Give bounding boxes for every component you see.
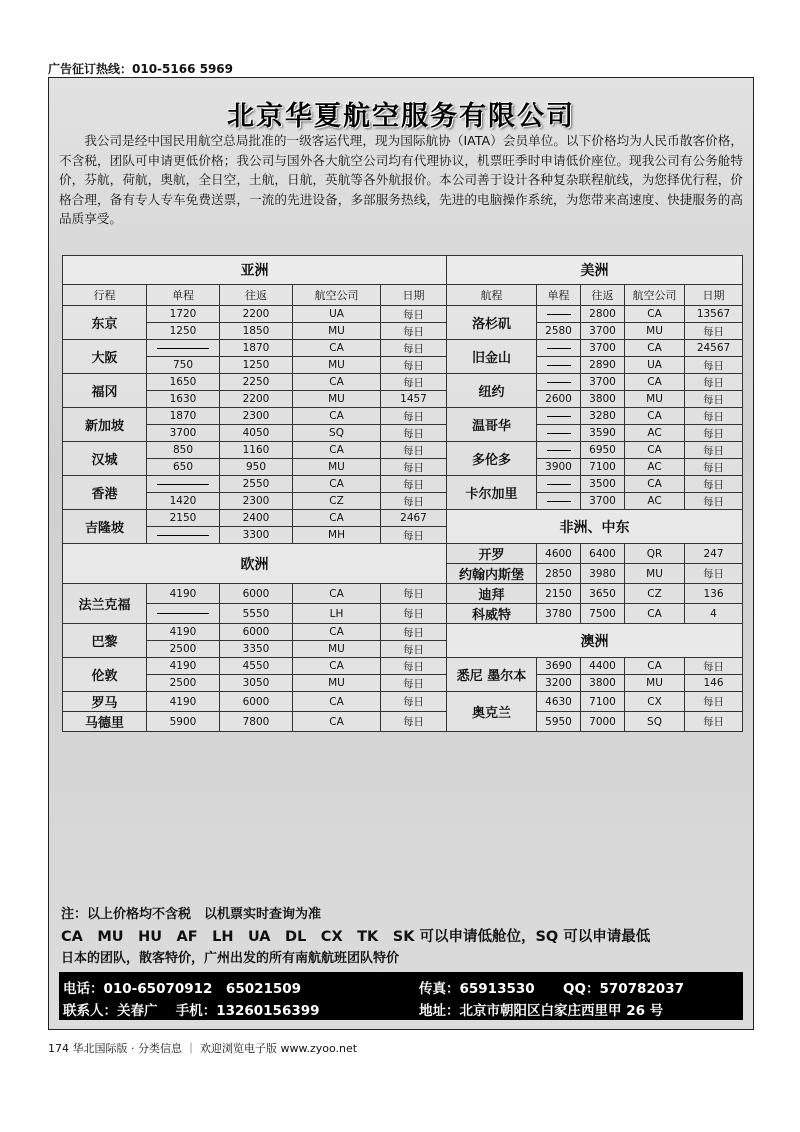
price-cell: 3050 bbox=[220, 675, 293, 692]
price-cell: 1630 bbox=[147, 391, 220, 408]
price-cell: 每日 bbox=[381, 306, 447, 323]
price-cell bbox=[537, 476, 581, 493]
price-cell: CA bbox=[625, 306, 685, 323]
city-name: 科威特 bbox=[447, 604, 537, 624]
price-cell: 每日 bbox=[685, 408, 743, 425]
table-row bbox=[63, 374, 743, 391]
price-cell: 每日 bbox=[685, 323, 743, 340]
table-row bbox=[63, 340, 743, 357]
price-cell: 3690 bbox=[537, 658, 581, 675]
table-row bbox=[63, 584, 743, 604]
price-cell: 4550 bbox=[220, 658, 293, 675]
price-cell: 7000 bbox=[581, 712, 625, 732]
price-cell: 2890 bbox=[581, 357, 625, 374]
price-cell: 每日 bbox=[685, 459, 743, 476]
table-row bbox=[63, 442, 743, 459]
table-row bbox=[63, 712, 743, 732]
contact-person: 联系人：关春广 手机：13260156399 bbox=[63, 1003, 320, 1019]
price-cell: MU bbox=[293, 675, 381, 692]
column-header: 行程 bbox=[63, 285, 147, 306]
price-cell: 146 bbox=[685, 675, 743, 692]
note-specials: 日本的团队，散客特价，广州出发的所有南航航班团队特价 bbox=[61, 951, 400, 966]
price-cell: UA bbox=[293, 306, 381, 323]
dash-mark bbox=[157, 535, 209, 536]
table-row bbox=[63, 256, 743, 285]
price-cell: 每日 bbox=[381, 493, 447, 510]
price-cell: CA bbox=[293, 584, 381, 604]
price-cell: QR bbox=[625, 544, 685, 564]
price-cell: 5550 bbox=[220, 604, 293, 624]
dash-mark bbox=[157, 348, 209, 349]
price-cell: 每日 bbox=[685, 442, 743, 459]
city-name: 罗马 bbox=[63, 692, 147, 712]
price-cell: 每日 bbox=[381, 584, 447, 604]
price-cell: CA bbox=[293, 374, 381, 391]
price-cell: SQ bbox=[625, 712, 685, 732]
table-row bbox=[63, 624, 743, 641]
price-cell: MU bbox=[293, 391, 381, 408]
price-cell: CA bbox=[293, 712, 381, 732]
price-cell: 6400 bbox=[581, 544, 625, 564]
price-cell: CA bbox=[625, 340, 685, 357]
city-name: 悉尼 墨尔本 bbox=[447, 658, 537, 692]
price-cell: 4630 bbox=[537, 692, 581, 712]
price-cell: CA bbox=[293, 692, 381, 712]
table-row bbox=[63, 285, 743, 306]
notes bbox=[61, 904, 650, 970]
note-tax: 注：以上价格均不含税 以机票实时查询为准 bbox=[61, 907, 322, 922]
price-cell: 1720 bbox=[147, 306, 220, 323]
price-cell: 每日 bbox=[685, 374, 743, 391]
price-cell: 3900 bbox=[537, 459, 581, 476]
price-cell: CA bbox=[293, 476, 381, 493]
dash-mark bbox=[157, 613, 209, 614]
price-cell: 1457 bbox=[381, 391, 447, 408]
price-cell: 每日 bbox=[685, 476, 743, 493]
table-row bbox=[63, 604, 743, 624]
price-cell: 每日 bbox=[381, 692, 447, 712]
price-cell: 1160 bbox=[220, 442, 293, 459]
column-header: 单程 bbox=[537, 285, 581, 306]
price-cell: 2400 bbox=[220, 510, 293, 527]
price-cell: 6000 bbox=[220, 584, 293, 604]
city-name: 洛杉矶 bbox=[447, 306, 537, 340]
price-cell: 3200 bbox=[537, 675, 581, 692]
city-name: 约翰内斯堡 bbox=[447, 564, 537, 584]
dash-mark bbox=[547, 501, 571, 502]
price-cell: 每日 bbox=[685, 391, 743, 408]
price-cell: 4190 bbox=[147, 624, 220, 641]
price-cell: 6000 bbox=[220, 692, 293, 712]
price-cell bbox=[537, 374, 581, 391]
price-cell bbox=[147, 340, 220, 357]
price-cell: CA bbox=[293, 624, 381, 641]
price-cell: 4050 bbox=[220, 425, 293, 442]
price-cell: 4190 bbox=[147, 658, 220, 675]
price-cell: 650 bbox=[147, 459, 220, 476]
price-cell: 2800 bbox=[581, 306, 625, 323]
price-cell: 3280 bbox=[581, 408, 625, 425]
price-cell: 7500 bbox=[581, 604, 625, 624]
price-cell: CA bbox=[625, 604, 685, 624]
price-cell: MU bbox=[293, 357, 381, 374]
price-cell: 3590 bbox=[581, 425, 625, 442]
price-cell: 247 bbox=[685, 544, 743, 564]
city-name: 新加坡 bbox=[63, 408, 147, 442]
price-cell: 每日 bbox=[381, 340, 447, 357]
table-row bbox=[63, 544, 743, 564]
price-cell: CA bbox=[625, 408, 685, 425]
price-cell bbox=[537, 340, 581, 357]
dash-mark bbox=[547, 314, 571, 315]
price-cell: CA bbox=[293, 340, 381, 357]
table-row bbox=[63, 459, 743, 476]
price-cell: 4190 bbox=[147, 584, 220, 604]
column-header: 航空公司 bbox=[625, 285, 685, 306]
price-cell: 7100 bbox=[581, 692, 625, 712]
table-row bbox=[63, 357, 743, 374]
city-name: 大阪 bbox=[63, 340, 147, 374]
price-cell: 13567 bbox=[685, 306, 743, 323]
table-row bbox=[63, 675, 743, 692]
price-cell: 2500 bbox=[147, 675, 220, 692]
city-name: 旧金山 bbox=[447, 340, 537, 374]
price-cell: 24567 bbox=[685, 340, 743, 357]
price-cell: 2200 bbox=[220, 306, 293, 323]
table-row bbox=[63, 408, 743, 425]
price-cell: CA bbox=[625, 658, 685, 675]
price-cell: 每日 bbox=[381, 408, 447, 425]
price-cell: 136 bbox=[685, 584, 743, 604]
price-cell: CA bbox=[293, 408, 381, 425]
advertisement bbox=[48, 77, 754, 1030]
dash-mark bbox=[547, 348, 571, 349]
price-cell: CZ bbox=[625, 584, 685, 604]
price-cell: 2150 bbox=[147, 510, 220, 527]
price-cell: 2250 bbox=[220, 374, 293, 391]
price-cell: CA bbox=[293, 442, 381, 459]
price-cell: 3350 bbox=[220, 641, 293, 658]
price-cell: 2580 bbox=[537, 323, 581, 340]
city-name: 香港 bbox=[63, 476, 147, 510]
price-cell: 每日 bbox=[381, 323, 447, 340]
column-header: 往返 bbox=[581, 285, 625, 306]
price-cell: 950 bbox=[220, 459, 293, 476]
region-africa-middle-east: 非洲、中东 bbox=[447, 510, 743, 544]
price-cell: 3700 bbox=[581, 374, 625, 391]
price-cell: 7100 bbox=[581, 459, 625, 476]
price-cell bbox=[537, 306, 581, 323]
price-cell: 1850 bbox=[220, 323, 293, 340]
region-europe: 欧洲 bbox=[63, 544, 447, 584]
table-row bbox=[63, 493, 743, 510]
price-cell: 1870 bbox=[220, 340, 293, 357]
price-cell: 2467 bbox=[381, 510, 447, 527]
price-cell: MU bbox=[625, 391, 685, 408]
city-name: 伦敦 bbox=[63, 658, 147, 692]
table-row bbox=[63, 306, 743, 323]
price-cell: 每日 bbox=[685, 493, 743, 510]
price-cell: MU bbox=[625, 564, 685, 584]
price-cell bbox=[537, 442, 581, 459]
city-name: 马德里 bbox=[63, 712, 147, 732]
price-cell: 1870 bbox=[147, 408, 220, 425]
column-header: 航空公司 bbox=[293, 285, 381, 306]
qq-number: QQ：570782037 bbox=[563, 981, 684, 997]
price-cell: 5900 bbox=[147, 712, 220, 732]
note-airlines: CA MU HU AF LH UA DL CX TK SK 可以申请低舱位，SQ 可以申请最低 bbox=[61, 929, 651, 945]
company-title: 北京华夏航空服务有限公司 bbox=[227, 101, 575, 132]
price-cell bbox=[147, 476, 220, 493]
table-row bbox=[63, 658, 743, 675]
price-cell bbox=[537, 425, 581, 442]
column-header: 单程 bbox=[147, 285, 220, 306]
price-cell: 2500 bbox=[147, 641, 220, 658]
table-row bbox=[63, 476, 743, 493]
city-name: 多伦多 bbox=[447, 442, 537, 476]
price-cell: 3700 bbox=[581, 323, 625, 340]
dash-mark bbox=[547, 484, 571, 485]
price-cell bbox=[537, 357, 581, 374]
region-america: 美洲 bbox=[447, 256, 743, 285]
price-cell: 每日 bbox=[685, 425, 743, 442]
price-cell: 1250 bbox=[147, 323, 220, 340]
dash-mark bbox=[157, 484, 209, 485]
price-cell: 每日 bbox=[381, 624, 447, 641]
phone-number: 电话：010-65070912 65021509 bbox=[63, 981, 302, 997]
price-cell bbox=[147, 604, 220, 624]
city-name: 纽约 bbox=[447, 374, 537, 408]
price-cell: 每日 bbox=[381, 459, 447, 476]
price-cell: MU bbox=[293, 459, 381, 476]
ad-hotline: 广告征订热线：010-5166 5969 bbox=[48, 62, 234, 76]
price-cell: CA bbox=[625, 476, 685, 493]
dash-mark bbox=[547, 433, 571, 434]
price-cell: MU bbox=[625, 675, 685, 692]
price-cell: 每日 bbox=[685, 712, 743, 732]
price-cell: MU bbox=[625, 323, 685, 340]
table-row bbox=[63, 692, 743, 712]
price-cell bbox=[147, 527, 220, 544]
contact-bar bbox=[59, 972, 743, 1020]
table-row bbox=[63, 391, 743, 408]
city-name: 奥克兰 bbox=[447, 692, 537, 732]
price-cell: UA bbox=[625, 357, 685, 374]
price-cell: 每日 bbox=[381, 374, 447, 391]
price-cell: 6950 bbox=[581, 442, 625, 459]
page-footer: 174 华北国际版 · 分类信息 ｜ 欢迎浏览电子版 www.zyoo.net bbox=[48, 1042, 358, 1055]
column-header: 往返 bbox=[220, 285, 293, 306]
column-header: 日期 bbox=[381, 285, 447, 306]
city-name: 迪拜 bbox=[447, 584, 537, 604]
price-cell: 4400 bbox=[581, 658, 625, 675]
city-name: 卡尔加里 bbox=[447, 476, 537, 510]
price-cell: CA bbox=[625, 374, 685, 391]
city-name: 开罗 bbox=[447, 544, 537, 564]
price-cell: 3700 bbox=[147, 425, 220, 442]
price-cell: 每日 bbox=[381, 675, 447, 692]
price-cell: 2300 bbox=[220, 408, 293, 425]
price-cell: 每日 bbox=[381, 641, 447, 658]
region-oceania: 澳洲 bbox=[447, 624, 743, 658]
price-cell: 每日 bbox=[685, 658, 743, 675]
city-name: 福冈 bbox=[63, 374, 147, 408]
dash-mark bbox=[547, 450, 571, 451]
price-cell: CA bbox=[625, 442, 685, 459]
price-cell: 3300 bbox=[220, 527, 293, 544]
table-row bbox=[63, 510, 743, 527]
company-intro: 我公司是经中国民用航空总局批准的一级客运代理，现为国际航协（IATA）会员单位。以下价格均为人民币散客价格，不含税，团队可申请更低价格；我公司与国外各大航空公司均有代理协议，机票旺季时申请低价座位。现我公司有公务舱特价，芬航，荷航，奥航，全日空，土航，日航，英航等各外航报价。本公司善于设计各种复杂联程航线，为您择优行程，价格合理，备有专人专车免费送票，一流的先进设备，多部服务热线，先进的电脑操作系统，为您带来高速度、快捷服务的高品质享受。 bbox=[59, 133, 743, 226]
price-cell bbox=[537, 408, 581, 425]
price-cell: 3500 bbox=[581, 476, 625, 493]
price-cell: 2150 bbox=[537, 584, 581, 604]
price-cell: LH bbox=[293, 604, 381, 624]
price-cell: 3780 bbox=[537, 604, 581, 624]
city-name: 巴黎 bbox=[63, 624, 147, 658]
column-header: 航程 bbox=[447, 285, 537, 306]
price-cell: 每日 bbox=[685, 692, 743, 712]
price-cell: 每日 bbox=[381, 604, 447, 624]
price-cell: 5950 bbox=[537, 712, 581, 732]
price-cell: 4190 bbox=[147, 692, 220, 712]
price-cell: 3800 bbox=[581, 391, 625, 408]
city-name: 温哥华 bbox=[447, 408, 537, 442]
price-cell: 2600 bbox=[537, 391, 581, 408]
price-cell: 7800 bbox=[220, 712, 293, 732]
price-cell: AC bbox=[625, 493, 685, 510]
price-cell: MH bbox=[293, 527, 381, 544]
price-cell: MU bbox=[293, 641, 381, 658]
city-name: 东京 bbox=[63, 306, 147, 340]
price-cell: 每日 bbox=[381, 712, 447, 732]
table-row bbox=[63, 323, 743, 340]
price-cell: AC bbox=[625, 459, 685, 476]
price-cell: 每日 bbox=[685, 357, 743, 374]
price-cell: 2300 bbox=[220, 493, 293, 510]
city-name: 吉隆坡 bbox=[63, 510, 147, 544]
price-cell: CZ bbox=[293, 493, 381, 510]
price-cell: SQ bbox=[293, 425, 381, 442]
price-cell: 2850 bbox=[537, 564, 581, 584]
column-header: 日期 bbox=[685, 285, 743, 306]
price-cell: 3650 bbox=[581, 584, 625, 604]
price-cell: 1650 bbox=[147, 374, 220, 391]
price-cell: 每日 bbox=[381, 425, 447, 442]
dash-mark bbox=[547, 382, 571, 383]
price-cell: MU bbox=[293, 323, 381, 340]
price-cell: 6000 bbox=[220, 624, 293, 641]
price-cell: 4600 bbox=[537, 544, 581, 564]
price-cell: 每日 bbox=[381, 442, 447, 459]
price-cell: 1250 bbox=[220, 357, 293, 374]
fax-number: 传真：65913530 bbox=[419, 981, 535, 997]
price-cell: 750 bbox=[147, 357, 220, 374]
address: 地址：北京市朝阳区白家庄西里甲 26 号 bbox=[419, 1003, 664, 1019]
price-table bbox=[62, 255, 743, 732]
price-cell: 每日 bbox=[381, 527, 447, 544]
city-name: 法兰克福 bbox=[63, 584, 147, 624]
price-cell: 每日 bbox=[381, 658, 447, 675]
price-cell: 4 bbox=[685, 604, 743, 624]
price-cell: 2550 bbox=[220, 476, 293, 493]
city-name: 汉城 bbox=[63, 442, 147, 476]
price-cell bbox=[537, 493, 581, 510]
price-cell: 3980 bbox=[581, 564, 625, 584]
region-asia: 亚洲 bbox=[63, 256, 447, 285]
dash-mark bbox=[547, 365, 571, 366]
table-row bbox=[63, 425, 743, 442]
price-cell: 3800 bbox=[581, 675, 625, 692]
price-cell: AC bbox=[625, 425, 685, 442]
price-cell: 3700 bbox=[581, 493, 625, 510]
price-cell: CA bbox=[293, 510, 381, 527]
price-cell: 1420 bbox=[147, 493, 220, 510]
price-cell: 850 bbox=[147, 442, 220, 459]
price-cell: CX bbox=[625, 692, 685, 712]
price-cell: 3700 bbox=[581, 340, 625, 357]
price-cell: 每日 bbox=[381, 476, 447, 493]
price-cell: 每日 bbox=[685, 564, 743, 584]
dash-mark bbox=[547, 416, 571, 417]
price-cell: CA bbox=[293, 658, 381, 675]
price-cell: 每日 bbox=[381, 357, 447, 374]
price-cell: 2200 bbox=[220, 391, 293, 408]
